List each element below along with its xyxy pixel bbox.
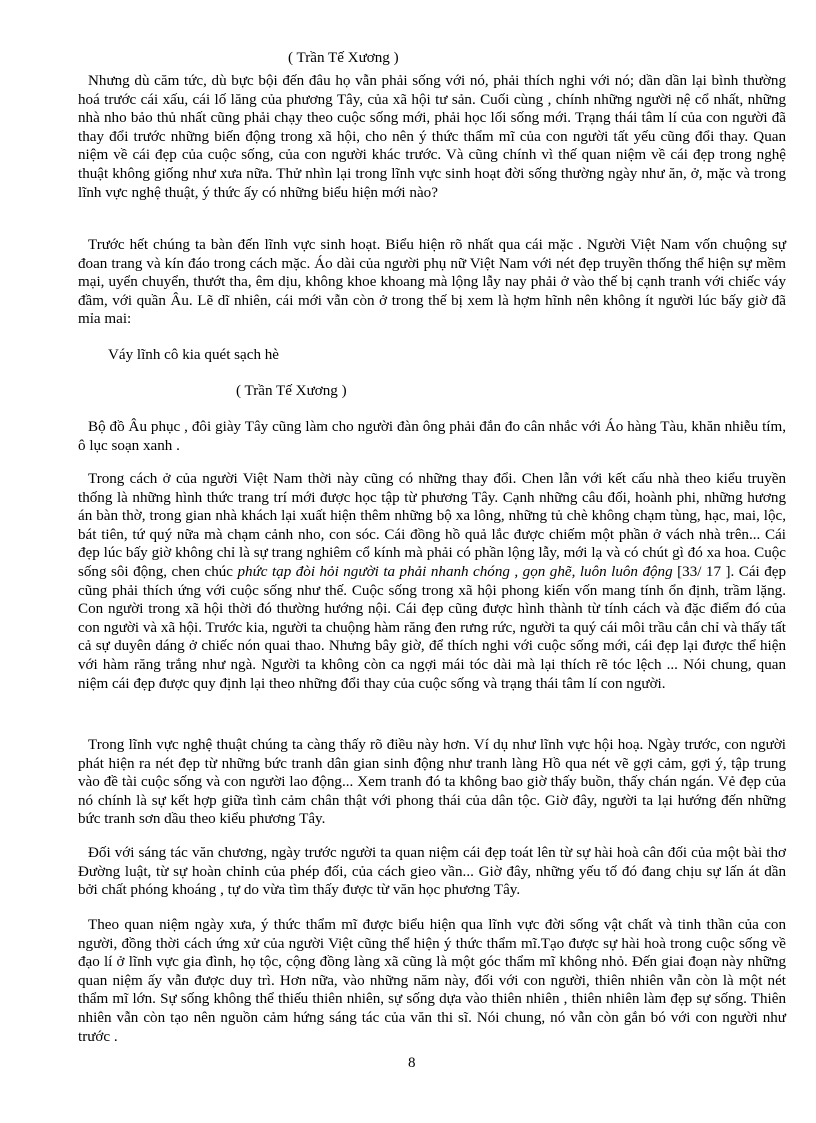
page-number: 8 [408, 1055, 416, 1071]
paragraph-5: Trong lĩnh vực nghệ thuật chúng ta càng thấy rõ điều này hơn. Ví dụ như lĩnh vực hội hoạ. Ngày trước, con người phát hiện ra nét đẹp từ những bức tranh dân gian sinh động như tranh làng Hồ qua nét vẽ gợi cảm, gợi ý, tập trung vào đề tài cuộc sống và con người lao động... Xem tranh đó ta không bao giờ thấy buồn, thấy chán ngán. Vẻ đẹp của nó chính là sự kết hợp giữa tình cảm chân thật với phong thái của dân tộc. Giờ đây, người ta lại hướng đến những bức tranh sơn dầu theo kiểu phương Tây. [78, 737, 786, 828]
paragraph-1: Nhưng dù căm tức, dù bực bội đến đâu họ vẫn phải sống với nó, phải thích nghi với nó; dần dần lại bình thường hoá trước cái xấu, cái lố lăng của phương Tây, của xã hội tư sản. Cuối cùng , chính những người nệ cổ nhất, những nhà nho bảo thủ nhất cũng phải chạy theo cuộc sống mới, phải học lối sống mới. Trạng thái tâm lí của con người đã thay đổi trước những biến động trong xã hội, cho nên ý thức thẩm mĩ của con người tất yếu cũng đổi thay. Quan niệm về cái đẹp của cuộc sống, của con người khác trước. Và cũng chính vì thế quan niệm về cái đẹp trong nghệ thuật không giống như xưa nữa. Thử nhìn lại trong lĩnh vực sinh hoạt đời sống thường ngày như ăn, ở, mặc và trong lĩnh vực nghệ thuật, ý thức ấy có những biểu hiện mới nào? [78, 73, 786, 201]
paragraph-2: Trước hết chúng ta bàn đến lĩnh vực sinh hoạt. Biểu hiện rõ nhất qua cái mặc . Người Việt Nam vốn chuộng sự đoan trang và kín đáo trong cách mặc. Áo dài của người phụ nữ Việt Nam với nét đẹp truyền thống thể hiện sự mềm mại, uyển chuyển, thướt tha, êm dịu, không khoe khoang mà lộng lẫy nay phải ở vào thế bị cạnh tranh với chiếc váy đầm, với quần Âu. Lẽ dĩ nhiên, cái mới vẫn còn ở trong thế bị xem là hợm hĩnh nên không ít người lúc bấy giờ đã mỉa mai: [78, 237, 786, 328]
attribution-mid: ( Trần Tế Xương ) [236, 383, 347, 399]
quote-line: Váy lĩnh cô kia quét sạch hè [108, 347, 280, 363]
paragraph-4-after: [33/ 17 ]. Cái đẹp cũng phải thích ứng với cuộc sống như thế. Cuộc sống trong xã hội phong kiến vốn mang tính ổn định, trầm lặng. Con người trong xã hội thời đó thường hướng nội. Cái đẹp cũng được hình thành từ tính cách và đặc điểm đó của con người và xã hội. Trước kia, người ta chuộng hàm răng đen rưng rức, người ta quý cái môi trầu cắn chỉ và thấy tất cả sự duyên dáng ở chiếc nón quai thao. Nhưng bây giờ, để thích nghi với cuộc sống mới, cái đẹp lại được thể hiện với hàm răng trắng như ngà. Người ta không còn ca ngợi mái tóc dài mà lại thích rẽ tóc lệch ... Nói chung, quan niệm cái đẹp được quy định lại theo những đổi thay của cuộc sống và trạng thái tâm lí con người. [78, 563, 787, 692]
paragraph-4 [78, 470, 786, 693]
paragraph-4-before: Trong cách ở của người Việt Nam thời này cũng có những thay đổi. Chen lẫn với kết cấu nhà theo kiểu truyền thống là những hình thức trang trí mới được học tập từ phương Tây. Cạnh những câu đối, hoành phi, những hương án bàn thờ, trong gian nhà khách lại xuất hiện thêm những bộ xa lông, những tủ chè không chạm tùng, hạc, mai, lộc, bát tiên, tứ quý nữa mà chạm cảnh nho, con sóc. Cái đồng hồ quả lắc được chiếm một phần ở vách nhà trên... Cái đẹp lúc bấy giờ không chỉ là sự trang nghiêm cổ kính mà phải có phần lộng lẫy, mới lạ và có chút gì đó xa hoa. Cuộc sống sôi động, chen chúc [78, 471, 786, 580]
paragraph-3: Bộ đồ Âu phục , đôi giày Tây cũng làm cho người đàn ông phải đắn đo cân nhắc với Áo hàng Tàu, khăn nhiễu tím, ô lục soạn xanh . [78, 419, 786, 454]
attribution-top: ( Trần Tế Xương ) [288, 50, 399, 66]
paragraph-7: Theo quan niệm ngày xưa, ý thức thẩm mĩ được biểu hiện qua lĩnh vực đời sống vật chất và tinh thần của con người, đồng thời cách ứng xử của người Việt cũng thể hiện ý thức thẩm mĩ.Tạo được sự hài hoà trong cuộc sống về đạo lí ở lĩnh vực gia đình, họ tộc, cộng đồng làng xã cũng là một góc thẩm mĩ không nhỏ. Đến giai đoạn này những quan niệm ấy vẫn được duy trì. Hơn nữa, vào những năm này, đối với con người, thiên nhiên vẫn còn là một nét thẩm mĩ lớn. Sự sống không thể thiếu thiên nhiên, sự sống dựa vào thiên nhiên , thiên nhiên làm đẹp sự sống. Thiên nhiên vẫn còn tạo nên nguồn cảm hứng sáng tác của văn thi sĩ. Nói chung, nó vẫn còn gắn bó với con người như trước . [78, 917, 786, 1045]
document-page [66, 0, 786, 1123]
paragraph-4-emphasis: phức tạp đòi hỏi người ta phải nhanh chóng , gọn ghẽ, luôn luôn động [237, 563, 673, 580]
paragraph-6: Đối với sáng tác văn chương, ngày trước người ta quan niệm cái đẹp toát lên từ sự hài hoà cân đối của một bài thơ Đường luật, từ sự hoàn chỉnh của phép đối, của cách gieo vần... Giờ đây, những yếu tố đó đang chịu sự lấn át dần bởi chất phóng khoáng , tự do vừa tìm thấy được từ văn học phương Tây. [78, 845, 786, 899]
